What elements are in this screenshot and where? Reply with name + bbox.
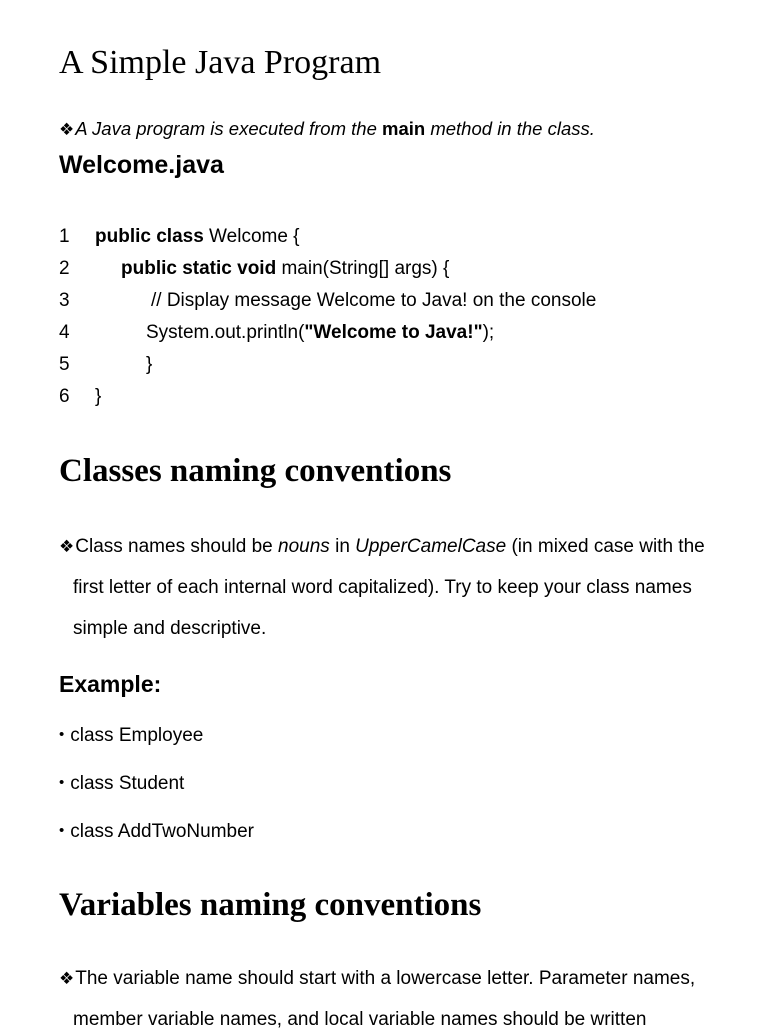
code-text: Welcome { bbox=[203, 226, 300, 247]
code-keyword: public static void bbox=[121, 258, 277, 279]
example-text: class Employee bbox=[70, 725, 204, 746]
text: (in mixed case with the bbox=[506, 536, 705, 557]
diamond-bullet-icon: ❖ bbox=[59, 537, 75, 556]
code-text: main(String[] args) { bbox=[276, 258, 450, 279]
code-text: ); bbox=[482, 322, 495, 343]
example-item bbox=[59, 821, 254, 843]
code-text: System.out.println( bbox=[146, 322, 305, 343]
text: The variable name should start with a lowercase letter. Parameter names, bbox=[75, 968, 696, 989]
bullet-dot-icon: • bbox=[59, 774, 65, 791]
bullet-dot-icon: • bbox=[59, 822, 65, 839]
classes-paragraph-line-1 bbox=[59, 536, 705, 558]
line-number: 3 bbox=[59, 290, 70, 311]
variables-paragraph-line-2: member variable names, and local variable names should be written bbox=[73, 1009, 647, 1030]
note-text-after: method in the class. bbox=[425, 118, 595, 139]
line-number: 4 bbox=[59, 322, 70, 343]
page-title: A Simple Java Program bbox=[59, 44, 382, 81]
line-number: 1 bbox=[59, 226, 70, 247]
classes-paragraph-line-3: simple and descriptive. bbox=[73, 618, 267, 639]
bullet-dot-icon: • bbox=[59, 726, 65, 743]
text-uppercamelcase: UpperCamelCase bbox=[355, 536, 507, 557]
text: Class names should be bbox=[75, 536, 279, 557]
example-item bbox=[59, 725, 203, 747]
code-line-6 bbox=[95, 386, 101, 408]
example-text: class AddTwoNumber bbox=[70, 821, 255, 842]
code-line-5 bbox=[146, 354, 152, 376]
note-main-keyword: main bbox=[382, 118, 426, 139]
example-label: Example: bbox=[59, 671, 162, 697]
example-item bbox=[59, 773, 184, 795]
note-text-before: A Java program is executed from the bbox=[75, 118, 383, 139]
variables-heading: Variables naming conventions bbox=[59, 887, 482, 923]
diamond-bullet-icon: ❖ bbox=[59, 120, 75, 139]
text-nouns: nouns bbox=[278, 536, 330, 557]
text: in bbox=[329, 536, 356, 557]
example-text: class Student bbox=[70, 773, 185, 794]
code-line-4 bbox=[146, 322, 494, 344]
line-number: 5 bbox=[59, 354, 70, 375]
file-name-heading: Welcome.java bbox=[59, 151, 224, 179]
code-string: "Welcome to Java!" bbox=[304, 322, 483, 343]
classes-paragraph-line-2: first letter of each internal word capitalized). Try to keep your class names bbox=[73, 577, 692, 598]
code-line-2 bbox=[121, 258, 449, 280]
variables-paragraph-line-1 bbox=[59, 968, 695, 990]
diamond-bullet-icon: ❖ bbox=[59, 969, 75, 988]
line-number: 2 bbox=[59, 258, 70, 279]
code-comment: // Display message Welcome to Java! on the console bbox=[151, 290, 597, 311]
classes-heading: Classes naming conventions bbox=[59, 453, 452, 489]
code-text: } bbox=[146, 354, 153, 375]
line-number: 6 bbox=[59, 386, 70, 407]
code-line-1 bbox=[95, 226, 300, 248]
code-keyword: public class bbox=[95, 226, 204, 247]
code-text: } bbox=[95, 386, 102, 407]
code-line-3 bbox=[151, 290, 596, 312]
intro-note bbox=[59, 118, 595, 140]
